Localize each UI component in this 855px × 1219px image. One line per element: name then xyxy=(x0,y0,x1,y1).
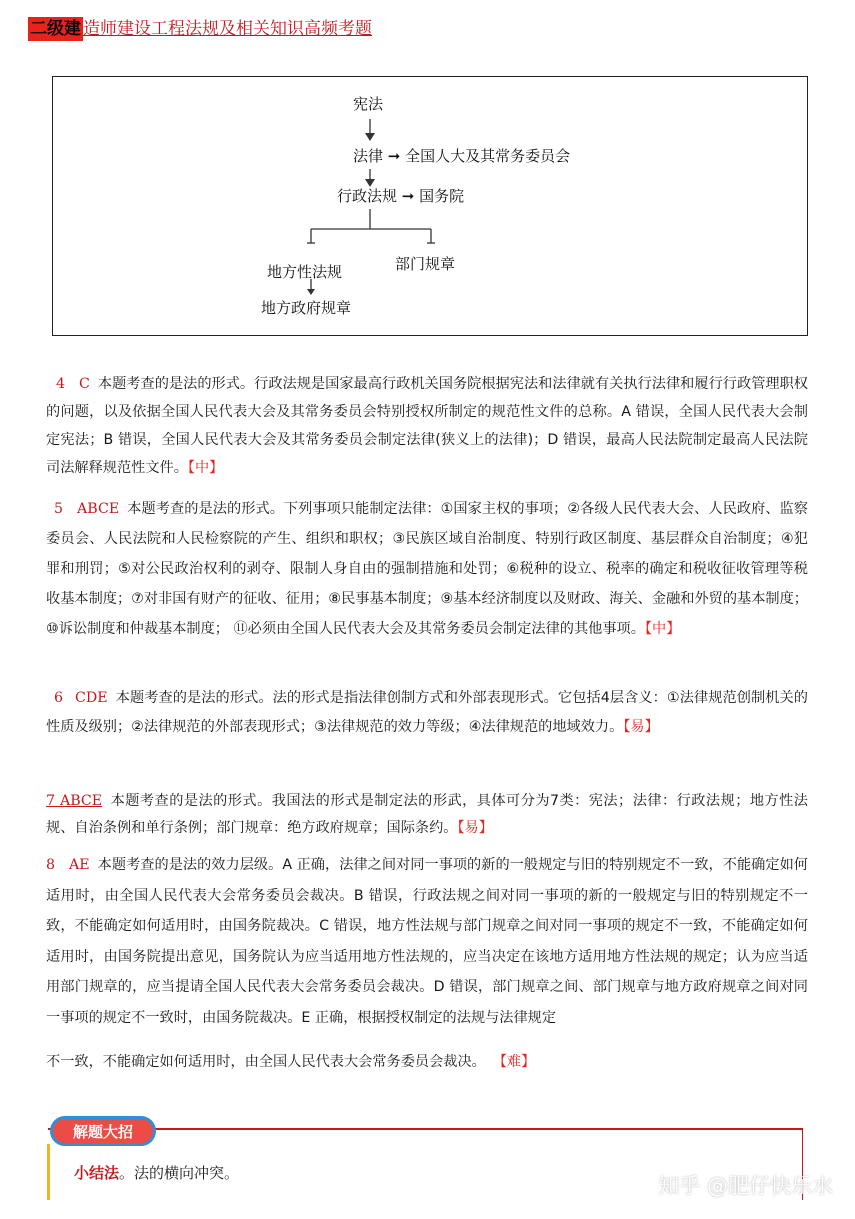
answer-item-7 xyxy=(46,788,808,842)
question-number: 4 xyxy=(56,376,66,392)
question-number: 6 xyxy=(54,690,64,706)
question-explanation: 本题考查的是法的形式。法的形式是指法律创制方式和外部表现形式。它包括4层含义：①法律规范创制机关的性质及级别；②法律规范的外部表现形式；③法律规范的效力等级；④法律规范的地域效力。 xyxy=(46,690,808,735)
question-answer: ABCE xyxy=(60,793,103,809)
header-tag: 二级建 xyxy=(30,19,81,39)
question-answer: CDE xyxy=(75,690,108,706)
answer-item-5 xyxy=(46,494,808,644)
question-explanation: 本题考查的是法的形式。下列事项只能制定法律：①国家主权的事项；②各级人民代表大会、人民政府、监察委员会、人民法院和人民检察院的产生、组织和职权；③民族区域自治制度、特别行政区制度、基层群众自治制度；④犯罪和刑罚；⑤对公民政治权利的剥夺、限制人身自由的强制措施和处罚；⑥税种的设立、税率的确定和税收征收管理等税收基本制度；⑦对非国有财产的征收、征用；⑧民事基本制度；⑨基本经济制度以及财政、海关、金融和外贸的基本制度；⑩诉讼制度和仲裁基本制度； ⑪必须由全国人民代表大会及其常务委员会制定法律的其他事项。 xyxy=(46,501,808,637)
difficulty-badge: 【易】 xyxy=(457,820,493,836)
question-explanation: 本题考查的是法的效力层级。A 正确，法律之间对同一事项的新的一般规定与旧的特别规定不一致，不能确定如何适用时，由全国人民代表大会常务委员会裁决。B 错误，行政法规之间对同一事项的新的一般规定与旧的特别规定不一致，不能确定如何适用时，由国务院裁决。C 错误，地方性法规与部门规章之间对同一事项的规定不一致，不能确定如何适用时，由国务院提出意见，国务院认为应当适用地方性法规的，应当决定在该地方适用地方性法规的规定；认为应当适用部门规章的，应当提请全国人民代表大会常务委员会裁决。D 错误，部门规章之间、部门规章与地方政府规章之间对同一事项的规定不一致时，由国务院裁决。E 正确，根据授权制定的法规与法律规定 xyxy=(46,857,808,1026)
difficulty-badge: 【难】 xyxy=(499,1054,536,1070)
answer-item-4 xyxy=(46,370,808,482)
tip-description: 。法的横向冲突。 xyxy=(119,1164,240,1182)
question-explanation-tail: 不一致，不能确定如何适用时，由全国人民代表大会常务委员会裁决。 xyxy=(46,1054,486,1070)
question-number: 5 xyxy=(54,501,64,517)
question-number: 8 xyxy=(46,857,56,873)
question-explanation: 本题考查的是法的形式。行政法规是国家最高行政机关国务院根据宪法和法律就有关执行法律和履行行政管理职权的问题，以及依据全国人民代表大会及其常务委员会特别授权所制定的规范性文件的总称。A 错误，全国人民代表大会制定宪法；B 错误，全国人民代表大会及其常务委员会制定法律(狭义上的法律)；D 错误，最高人民法院制定最高人民法院司法解释规范性文件。 xyxy=(46,376,808,476)
tip-content xyxy=(74,1162,239,1183)
answer-item-8 xyxy=(46,850,808,1078)
difficulty-badge: 【易】 xyxy=(623,719,659,735)
tip-badge: 解题大招 xyxy=(50,1116,156,1146)
node-local-regulations: 地方性法规 xyxy=(267,263,343,281)
difficulty-badge: 【中】 xyxy=(187,460,224,476)
question-number: 7 xyxy=(46,793,56,809)
tip-keyword: 小结法 xyxy=(74,1164,120,1182)
header-title: 造师建设工程法规及相关知识高频考题 xyxy=(83,19,372,39)
question-explanation: 本题考查的是法的形式。我国法的形式是制定法的形武，具体可分为7类：宪法；法律：行政法规；地方性法规、自治条例和单行条例；部门规章：绝方政府规章；国际条约。 xyxy=(46,793,808,836)
node-admin-regulations: 行政法规 ➞ 国务院 xyxy=(337,187,465,205)
question-answer: C xyxy=(79,376,90,392)
diagram-connectors xyxy=(53,77,809,337)
zhihu-watermark: 知乎 @肥仔快乐水 xyxy=(658,1174,833,1198)
node-local-gov-rules: 地方政府规章 xyxy=(261,299,352,317)
answer-item-6 xyxy=(46,684,808,742)
node-constitution: 宪法 xyxy=(353,95,384,113)
node-law: 法律 ➞ 全国人大及其常务委员会 xyxy=(353,147,571,165)
question-answer: ABCE xyxy=(77,501,120,517)
question-answer: AE xyxy=(69,857,90,873)
page-header xyxy=(28,16,372,42)
tip-accent-bar xyxy=(47,1144,50,1200)
legal-hierarchy-diagram xyxy=(52,76,808,336)
node-department-rules: 部门规章 xyxy=(395,255,456,273)
difficulty-badge: 【中】 xyxy=(644,621,681,637)
